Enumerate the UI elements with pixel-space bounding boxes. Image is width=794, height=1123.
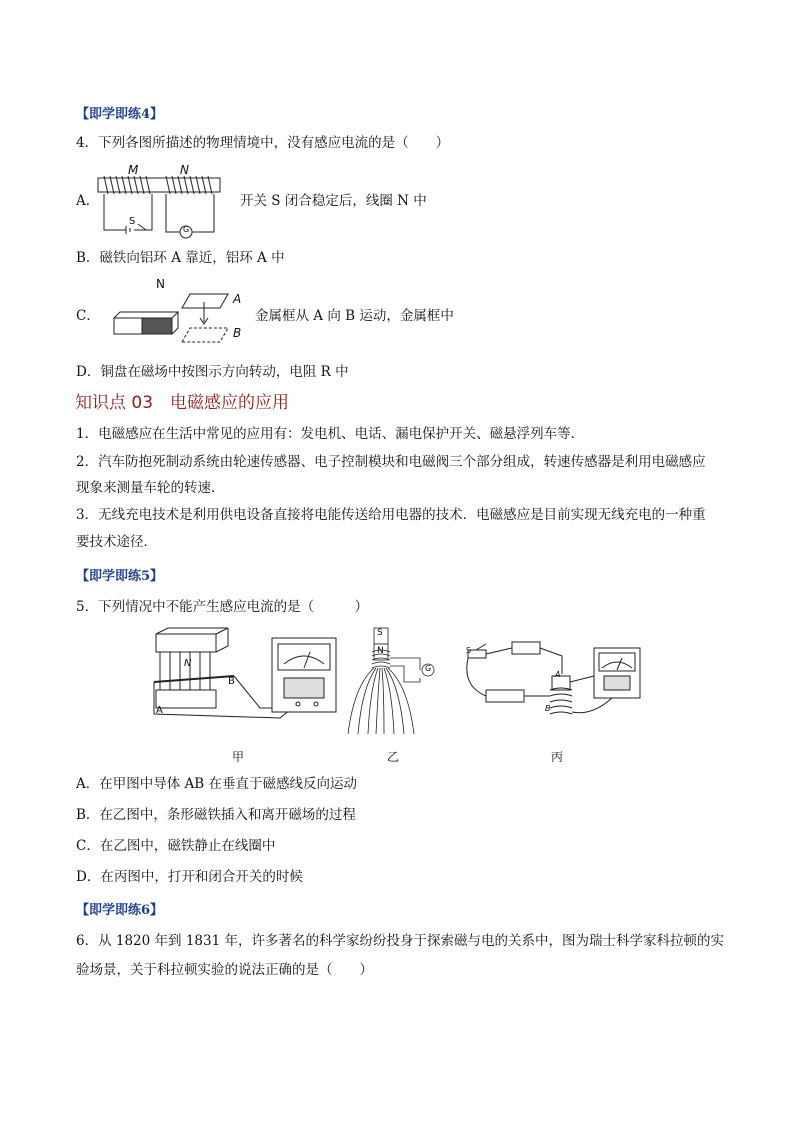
q4-tag: 【即学即练4】 [76,107,164,122]
q4-option-d: D．铜盘在磁场中按图示方向转动，电阻 R 中 [76,364,349,380]
q4-fig-a-n-label: N [180,163,189,177]
q4-figure-c [110,290,250,346]
q5-figure-jia [150,628,350,723]
knowledge-line-3: 现象来测量车轮的转速． [76,480,225,496]
section-title: 知识点 03 电磁感应的应用 [75,393,290,413]
knowledge-line-2: 2．汽车防抱死制动系统由轮速传感器、电子控制模块和电磁阀三个部分组成，转速传感器是利用电磁感应 [76,454,706,470]
q5-fig-yi-g-label: G [425,664,432,673]
q5-tag: 【即学即练5】 [76,569,164,584]
q5-option-d: D．在丙图中，打开和闭合开关的时候 [76,869,303,885]
q4-fig-a-s-label: S [129,216,136,227]
q5-fig-jia-b-label: B [228,676,235,687]
q4-fig-c-a-label: A [233,292,242,306]
q5-figure-yi [344,626,444,738]
q4-fig-c-n-label: N [156,277,165,291]
q5-figure-bing [462,636,662,726]
q5-option-b: B．在乙图中，条形磁铁插入和离开磁场的过程 [76,807,356,823]
q4-option-a-letter: A． [76,193,100,209]
q4-option-c-letter: C． [76,308,100,324]
q4-option-b: B．磁铁向铝环 A 靠近，铝环 A 中 [76,250,285,266]
q5-fig-yi-caption: 乙 [387,750,400,764]
knowledge-line-4: 3．无线充电技术是利用供电设备直接将电能传送给用电器的技术．电磁感应是目前实现无线充电的一种重 [76,507,706,523]
q6-tag: 【即学即练6】 [76,903,164,918]
q6-line-1: 6．从 1820 年到 1831 年，许多著名的科学家纷纷投身于探索磁与电的关系中，图为瑞士科学家科拉顿的实 [76,933,724,949]
q5-fig-jia-a-label: A [156,705,163,716]
q5-option-a: A．在甲图中导体 AB 在垂直于磁感线反向运动 [76,776,358,792]
q4-fig-a-m-label: M [128,163,139,177]
q5-fig-jia-caption: 甲 [232,750,245,764]
q6-line-2: 验场景，关于科拉顿实验的说法正确的是（ ） [76,962,373,978]
knowledge-line-1: 1．电磁感应在生活中常见的应用有：发电机、电话、漏电保护开关、磁悬浮列车等． [76,426,585,442]
q4-fig-c-b-label: B [233,326,242,340]
q5-fig-bing-caption: 丙 [551,750,564,764]
knowledge-line-5: 要技术途径． [76,534,157,550]
q5-fig-bing-s-label: S [466,646,472,655]
q5-fig-yi-s-label: S [377,628,383,638]
q5-fig-bing-b-label: B [545,704,551,713]
q4-fig-a-g-label: G [183,225,190,234]
q5-stem: 5．下列情况中不能产生感应电流的是（ ） [76,599,369,615]
q4-option-c-text: 金属框从 A 向 B 运动，金属框中 [255,308,454,324]
q4-stem: 4．下列各图所描述的物理情境中，没有感应电流的是（ ） [76,135,450,151]
q5-fig-bing-a-label: A [555,670,561,679]
q4-figure-a [96,162,226,244]
q5-fig-jia-n-label: N [184,658,192,669]
q5-option-c: C．在乙图中，磁铁静止在线圈中 [76,838,276,854]
q5-fig-yi-n-label: N [377,646,384,656]
q4-option-a-text: 开关 S 闭合稳定后，线圈 N 中 [240,193,427,209]
